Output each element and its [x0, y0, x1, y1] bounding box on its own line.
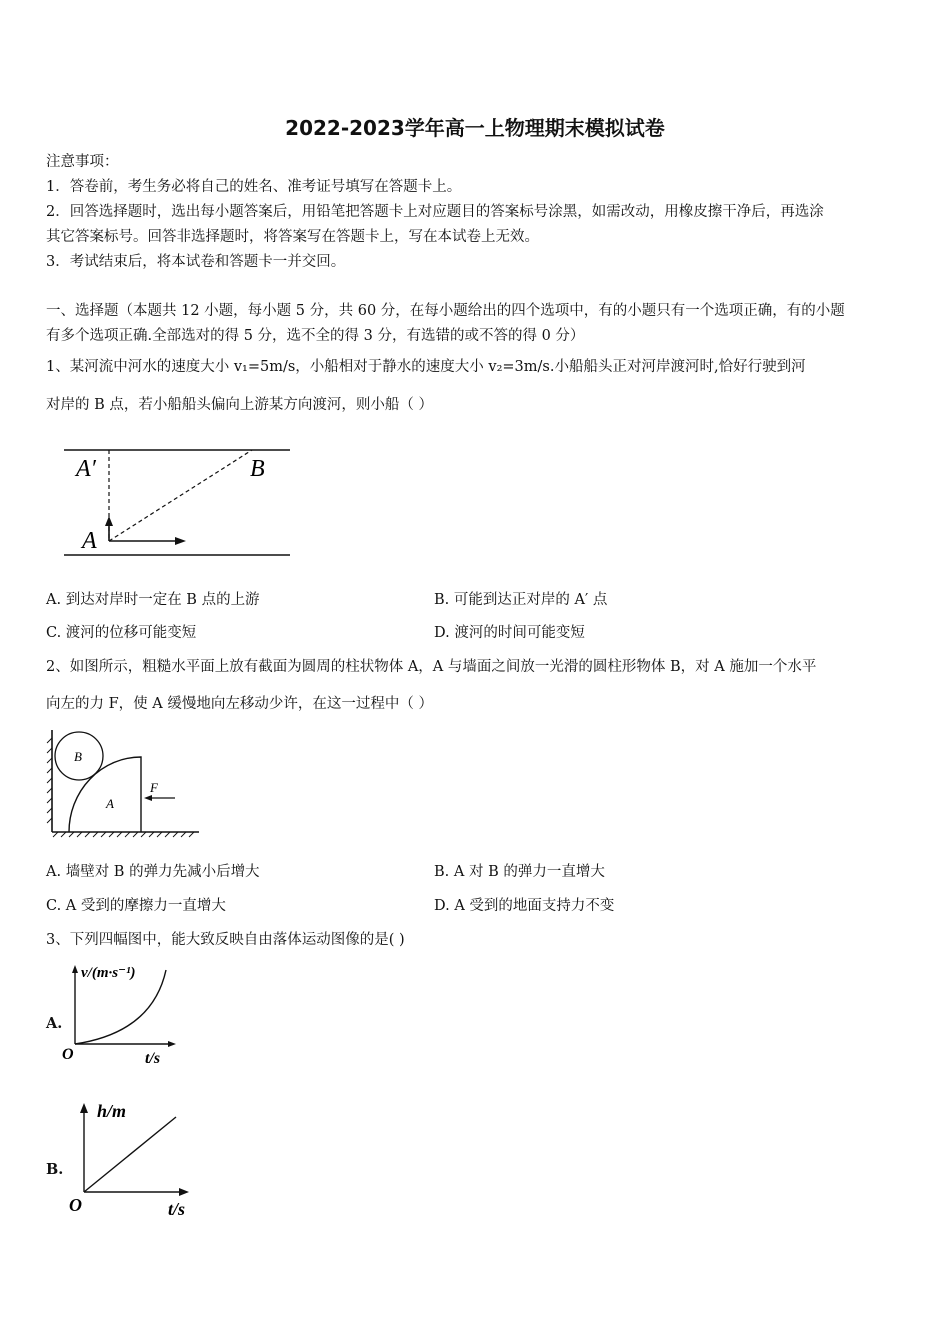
q1-option-d[interactable]: D. 渡河的时间可能变短 — [434, 625, 585, 641]
q2-stem-2: 向左的力 F，使 A 缓慢地向左移动少许，在这一过程中（ ） — [46, 696, 433, 712]
q1-option-a[interactable]: A. 到达对岸时一定在 B 点的上游 — [46, 592, 260, 608]
q2-option-d[interactable]: D. A 受到的地面支持力不变 — [434, 898, 615, 914]
q1-river-diagram — [60, 440, 295, 562]
q2-stem-1: 2、如图所示，粗糙水平面上放有截面为圆周的柱状物体 A，A 与墙面之间放一光滑的圆柱形物体 B，对 A 施加一个水平 — [46, 659, 817, 675]
label-f: F — [150, 780, 158, 795]
graph-b-ylabel: h/m — [97, 1101, 127, 1121]
q3-stem: 3、下列四幅图中，能大致反映自由落体运动图像的是( ) — [46, 932, 405, 948]
graph-a-ylabel: v/(m·s⁻¹) — [81, 965, 136, 981]
q1-option-c[interactable]: C. 渡河的位移可能变短 — [46, 625, 197, 641]
section-instructions-1: 一、选择题（本题共 12 小题，每小题 5 分，共 60 分，在每小题给出的四个选项中，有的小题只有一个选项正确，有的小题 — [46, 303, 845, 319]
q3-option-b-label[interactable]: B. — [46, 1161, 64, 1178]
graph-a-xlabel: t/s — [145, 1050, 161, 1067]
q1-stem-1: 1、某河流中河水的速度大小 v₁=5m/s，小船相对于静水的速度大小 v₂=3m/s.小船船头正对河岸渡河时,恰好行驶到河 — [46, 359, 806, 375]
graph-b-origin: O — [69, 1195, 82, 1215]
q3-graph-a — [60, 960, 180, 1070]
q1-option-b[interactable]: B. 可能到达正对岸的 A′ 点 — [434, 592, 608, 608]
label-a: A — [106, 796, 114, 811]
q2-option-b[interactable]: B. A 对 B 的弹力一直增大 — [434, 864, 605, 880]
label-a-prime: A′ — [76, 456, 96, 482]
q2-wall-cylinder-diagram — [44, 726, 204, 841]
notes-heading: 注意事项： — [46, 154, 119, 170]
graph-a-origin: O — [62, 1046, 74, 1063]
graph-b-xlabel: t/s — [168, 1199, 186, 1219]
q1-stem-2: 对岸的 B 点，若小船船头偏向上游某方向渡河，则小船（ ） — [46, 397, 433, 413]
section-instructions-2: 有多个选项正确.全部选对的得 5 分，选不全的得 3 分，有选错的或不答的得 0 分） — [46, 328, 585, 344]
label-b: B — [250, 456, 265, 482]
q3-option-a-label[interactable]: A. — [46, 1015, 63, 1032]
note-item-2-cont: 其它答案标号。回答非选择题时，将答案写在答题卡上，写在本试卷上无效。 — [46, 229, 539, 245]
label-b: B — [74, 749, 82, 764]
q3-graph-b — [64, 1095, 204, 1220]
note-item-3: 3．考试结束后，将本试卷和答题卡一并交回。 — [46, 254, 346, 270]
note-item-2: 2．回答选择题时，选出每小题答案后，用铅笔把答题卡上对应题目的答案标号涂黑，如需改动，用橡皮擦干净后，再选涂 — [46, 204, 824, 220]
q2-option-a[interactable]: A. 墙壁对 B 的弹力先减小后增大 — [46, 864, 260, 880]
label-a: A — [82, 528, 97, 554]
note-item-1: 1．答卷前，考生务必将自己的姓名、准考证号填写在答题卡上。 — [46, 179, 462, 195]
page-title: 2022-2023学年高一上物理期末模拟试卷 — [285, 116, 665, 140]
q2-option-c[interactable]: C. A 受到的摩擦力一直增大 — [46, 898, 226, 914]
